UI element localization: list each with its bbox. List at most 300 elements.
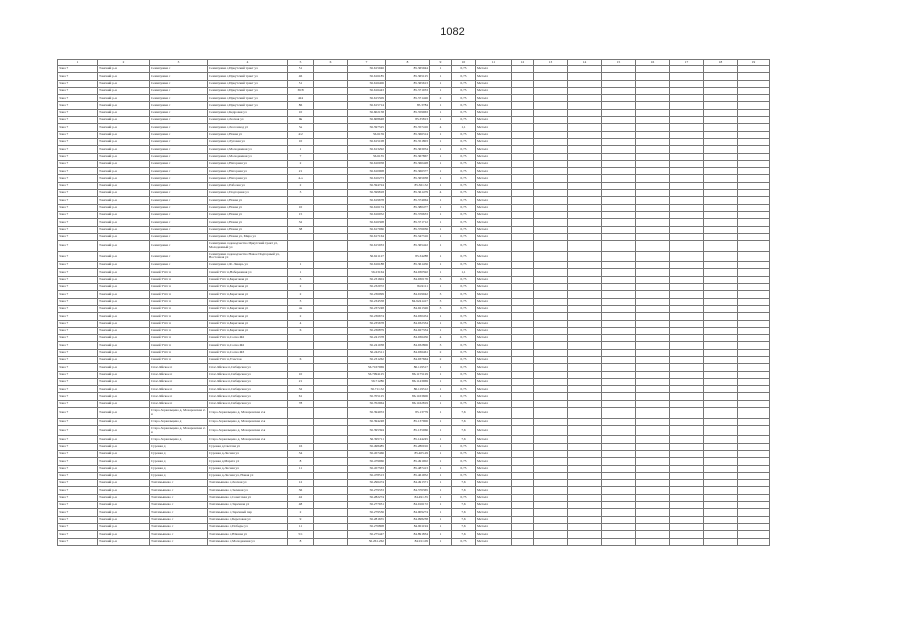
table-cell xyxy=(568,291,602,298)
table-cell: 56.616174 xyxy=(348,204,386,211)
table-cell: 0,75 xyxy=(452,327,476,334)
table-cell xyxy=(636,531,670,538)
table-cell: Зона 7 xyxy=(58,487,98,494)
table-cell xyxy=(670,190,704,197)
table-cell xyxy=(288,197,314,204)
table-cell: 56.619678 xyxy=(348,197,386,204)
table-cell: Зона 7 xyxy=(58,386,98,393)
table-cell: 85.365125 xyxy=(386,73,430,80)
table-cell xyxy=(314,349,348,356)
table-cell xyxy=(670,175,704,182)
table-cell: 0,75 xyxy=(452,190,476,197)
table-cell xyxy=(738,124,770,131)
table-cell xyxy=(534,102,568,109)
column-number: 16 xyxy=(636,60,670,66)
table-cell: 0,75 xyxy=(452,386,476,393)
table-cell xyxy=(738,386,770,393)
table-cell xyxy=(704,241,738,252)
table-cell xyxy=(314,450,348,457)
table-cell xyxy=(738,408,770,419)
table-cell xyxy=(534,284,568,291)
table-cell xyxy=(534,131,568,138)
table-row xyxy=(58,182,770,189)
table-cell xyxy=(568,393,602,400)
table-cell: Синий Утёс п,Береговая ул xyxy=(208,298,288,305)
table-cell xyxy=(568,378,602,385)
table-cell xyxy=(738,335,770,342)
table-row xyxy=(58,313,770,320)
table-cell: Синий Утёс п xyxy=(150,356,208,363)
table-cell xyxy=(738,298,770,305)
table-cell: Тахтамышево с xyxy=(150,523,208,530)
table-cell xyxy=(704,472,738,479)
table-cell: Томский р-н xyxy=(98,276,150,283)
table-cell xyxy=(636,276,670,283)
table-row xyxy=(58,80,770,87)
table-cell: 10 xyxy=(288,204,314,211)
table-cell: Спас-Яйское п xyxy=(150,393,208,400)
table-cell: Зона 7 xyxy=(58,168,98,175)
table-cell: 56.616188 xyxy=(348,262,386,269)
table-cell: Металл xyxy=(476,233,512,240)
table-cell: 8 xyxy=(288,538,314,545)
table-cell xyxy=(602,480,636,487)
table-cell: 1 xyxy=(430,219,452,226)
table-cell: 85.347316 xyxy=(386,233,430,240)
table-cell: 1 xyxy=(288,262,314,269)
table-cell: Металл xyxy=(476,487,512,494)
table-cell xyxy=(512,356,534,363)
table-cell xyxy=(568,502,602,509)
table-cell: Томский р-н xyxy=(98,509,150,516)
table-cell: Металл xyxy=(476,117,512,124)
table-cell xyxy=(636,298,670,305)
table-cell xyxy=(738,73,770,80)
table-cell: 0,75 xyxy=(452,160,476,167)
table-row xyxy=(58,538,770,545)
table-cell: 85.34288 xyxy=(386,251,430,262)
table-cell: Семилужки с xyxy=(150,226,208,233)
table-cell xyxy=(512,305,534,312)
table-cell: Синий Утёс п,Сосна Ж2 xyxy=(208,342,288,349)
table-cell xyxy=(670,95,704,102)
table-cell: Зона 7 xyxy=(58,393,98,400)
table-cell xyxy=(602,494,636,501)
table-cell xyxy=(704,480,738,487)
table-cell: Тахтамышево с,Заречная ул xyxy=(208,502,288,509)
table-row xyxy=(58,241,770,252)
table-row xyxy=(58,502,770,509)
table-cell xyxy=(314,109,348,116)
table-cell: 56.71286 xyxy=(348,378,386,385)
table-cell: Металл xyxy=(476,305,512,312)
table-cell xyxy=(602,327,636,334)
table-cell xyxy=(704,418,738,425)
table-cell xyxy=(288,251,314,262)
table-cell xyxy=(314,320,348,327)
table-cell: 0,75 xyxy=(452,262,476,269)
table-cell xyxy=(568,356,602,363)
table-cell xyxy=(704,436,738,443)
table-cell xyxy=(704,364,738,371)
table-cell xyxy=(512,102,534,109)
table-cell xyxy=(288,349,314,356)
table-cell xyxy=(314,531,348,538)
table-cell xyxy=(704,102,738,109)
table-cell: 85.491002 xyxy=(386,458,430,465)
table-cell xyxy=(512,117,534,124)
table-cell: 56.711.52 xyxy=(348,386,386,393)
table-cell: 0,75 xyxy=(452,364,476,371)
table-cell xyxy=(704,182,738,189)
table-cell xyxy=(534,251,568,262)
table-cell xyxy=(512,425,534,436)
table-cell xyxy=(738,450,770,457)
table-cell: Зона 7 xyxy=(58,400,98,407)
table-row xyxy=(58,251,770,262)
table-cell xyxy=(602,298,636,305)
table-cell xyxy=(738,80,770,87)
table-cell xyxy=(738,175,770,182)
table-cell: 56.617164 xyxy=(348,233,386,240)
table-cell xyxy=(512,458,534,465)
column-number: 15 xyxy=(602,60,636,66)
table-cell: Зона 7 xyxy=(58,262,98,269)
table-cell xyxy=(568,262,602,269)
table-cell xyxy=(512,327,534,334)
table-cell: Семилужки с xyxy=(150,204,208,211)
table-cell: 0,75 xyxy=(452,305,476,312)
table-cell xyxy=(670,66,704,73)
table-cell: 1 xyxy=(430,458,452,465)
table-cell xyxy=(670,425,704,436)
table-cell: Зона 7 xyxy=(58,465,98,472)
table-cell: 1 xyxy=(430,262,452,269)
table-cell: Металл xyxy=(476,226,512,233)
table-cell: 0,75 xyxy=(452,371,476,378)
table-cell xyxy=(602,487,636,494)
table-cell xyxy=(534,443,568,450)
table-cell xyxy=(602,531,636,538)
table-cell: Зона 7 xyxy=(58,371,98,378)
table-cell: Зона 7 xyxy=(58,153,98,160)
column-number: 7 xyxy=(348,60,386,66)
table-cell xyxy=(314,262,348,269)
table-cell: 0,75 xyxy=(452,182,476,189)
table-cell: 56.610273 xyxy=(348,175,386,182)
table-cell xyxy=(534,197,568,204)
table-cell xyxy=(738,443,770,450)
table-cell: Металл xyxy=(476,182,512,189)
table-cell xyxy=(670,102,704,109)
table-cell xyxy=(512,276,534,283)
table-cell: 34 xyxy=(288,450,314,457)
table-cell xyxy=(602,251,636,262)
table-cell xyxy=(534,219,568,226)
table-cell xyxy=(314,211,348,218)
table-cell: Металл xyxy=(476,327,512,334)
table-cell xyxy=(314,117,348,124)
table-cell: 0,75 xyxy=(452,146,476,153)
table-cell xyxy=(636,538,670,545)
table-cell: 56.498485 xyxy=(348,443,386,450)
table-cell xyxy=(636,95,670,102)
table-cell xyxy=(636,418,670,425)
table-cell: Томский р-н xyxy=(98,131,150,138)
table-cell xyxy=(738,371,770,378)
table-cell xyxy=(534,509,568,516)
table-cell: 86 xyxy=(288,102,314,109)
table-cell: Томский р-н xyxy=(98,327,150,334)
table-row xyxy=(58,175,770,182)
table-cell xyxy=(568,335,602,342)
table-cell xyxy=(670,480,704,487)
table-cell: 0,75 xyxy=(452,87,476,94)
table-cell: Семилужки с,Нагорная ул xyxy=(208,168,288,175)
table-cell xyxy=(636,327,670,334)
table-row xyxy=(58,472,770,479)
table-cell: 1 xyxy=(430,109,452,116)
table-cell xyxy=(636,211,670,218)
table-cell: Зона 7 xyxy=(58,450,98,457)
table-cell: Металл xyxy=(476,175,512,182)
table-cell xyxy=(568,458,602,465)
table-cell xyxy=(704,168,738,175)
table-cell xyxy=(534,458,568,465)
table-cell xyxy=(602,87,636,94)
table-cell: Зона 7 xyxy=(58,284,98,291)
table-cell: Томский р-н xyxy=(98,284,150,291)
table-cell xyxy=(512,233,534,240)
table-cell: Суровка д,Лесная ул, Новая ул xyxy=(208,472,288,479)
table-cell xyxy=(314,175,348,182)
table-cell: 86.119512 xyxy=(386,386,430,393)
table-cell: Семилужки с,Молодежная ул xyxy=(208,153,288,160)
table-cell: Зона 7 xyxy=(58,204,98,211)
table-cell: Семилужки с xyxy=(150,160,208,167)
table-cell xyxy=(636,502,670,509)
table-cell: Металл xyxy=(476,269,512,276)
table-cell xyxy=(670,313,704,320)
table-cell: Зона 7 xyxy=(58,117,98,124)
table-cell xyxy=(314,284,348,291)
table-cell xyxy=(534,160,568,167)
table-cell xyxy=(602,502,636,509)
table-cell xyxy=(602,516,636,523)
table-cell: 85.360428 xyxy=(386,160,430,167)
table-cell xyxy=(568,102,602,109)
table-cell: 56.7167969 xyxy=(348,364,386,371)
table-cell xyxy=(670,349,704,356)
table-cell: Томский р-н xyxy=(98,425,150,436)
table-cell xyxy=(602,436,636,443)
table-cell: Металл xyxy=(476,124,512,131)
table-cell xyxy=(670,305,704,312)
table-cell xyxy=(512,124,534,131)
table-cell xyxy=(704,458,738,465)
table-cell xyxy=(738,233,770,240)
table-cell: 84.936461 xyxy=(386,349,430,356)
table-cell xyxy=(704,371,738,378)
table-cell xyxy=(534,516,568,523)
table-row xyxy=(58,320,770,327)
table-cell xyxy=(636,450,670,457)
table-cell xyxy=(636,182,670,189)
table-cell xyxy=(568,472,602,479)
table-cell xyxy=(738,160,770,167)
table-cell: 2 xyxy=(430,95,452,102)
table-cell xyxy=(636,168,670,175)
table-cell: Зона 7 xyxy=(58,197,98,204)
table-cell xyxy=(704,251,738,262)
table-row xyxy=(58,233,770,240)
table-cell xyxy=(670,153,704,160)
table-cell xyxy=(314,73,348,80)
table-cell xyxy=(670,204,704,211)
table-row xyxy=(58,124,770,131)
table-cell xyxy=(512,251,534,262)
table-cell: Тахтамышево с xyxy=(150,487,208,494)
table-cell xyxy=(602,364,636,371)
table-cell: Семилужки с,Молодежная ул xyxy=(208,146,288,153)
table-cell: Зона 7 xyxy=(58,425,98,436)
table-cell: Зона 7 xyxy=(58,538,98,545)
table-row xyxy=(58,160,770,167)
table-row xyxy=(58,269,770,276)
table-cell xyxy=(314,291,348,298)
table-cell xyxy=(314,80,348,87)
table-cell: 84.930592 xyxy=(386,269,430,276)
table-cell: Семилужки с,Новая ул xyxy=(208,211,288,218)
table-cell: Металл xyxy=(476,349,512,356)
table-cell xyxy=(670,233,704,240)
table-cell: Синий Утёс п xyxy=(150,335,208,342)
table-cell: 56.610908 xyxy=(348,168,386,175)
table-cell xyxy=(534,66,568,73)
table-cell xyxy=(738,66,770,73)
table-cell: 2 xyxy=(288,509,314,516)
table-cell xyxy=(512,298,534,305)
table-cell: Тахтамышево с xyxy=(150,516,208,523)
table-cell xyxy=(670,109,704,116)
table-cell xyxy=(568,87,602,94)
table-cell xyxy=(568,211,602,218)
table-cell: Металл xyxy=(476,393,512,400)
table-cell xyxy=(568,233,602,240)
table-cell: 56.276808 xyxy=(348,523,386,530)
table-cell: Зона 7 xyxy=(58,226,98,233)
table-cell: Металл xyxy=(476,211,512,218)
table-cell xyxy=(636,364,670,371)
table-cell xyxy=(568,443,602,450)
table-cell: Синий Утёс п xyxy=(150,269,208,276)
table-cell: Зона 7 xyxy=(58,298,98,305)
table-cell xyxy=(314,190,348,197)
table-cell: 1 xyxy=(430,269,452,276)
table-cell xyxy=(568,204,602,211)
table-cell: Семилужки с,Иркутский тракт ул xyxy=(208,87,288,94)
table-cell: Зона 7 xyxy=(58,356,98,363)
table-cell xyxy=(602,226,636,233)
table-row xyxy=(58,305,770,312)
table-row xyxy=(58,131,770,138)
table-cell xyxy=(512,168,534,175)
table-cell: 1,1 xyxy=(452,269,476,276)
table-cell xyxy=(602,356,636,363)
table-cell xyxy=(738,494,770,501)
table-row xyxy=(58,408,770,419)
table-cell xyxy=(534,175,568,182)
table-cell: 1 xyxy=(430,211,452,218)
table-cell: Семилужки с xyxy=(150,102,208,109)
table-cell xyxy=(602,146,636,153)
table-cell xyxy=(314,472,348,479)
table-cell: 2 xyxy=(288,182,314,189)
table-cell xyxy=(568,298,602,305)
table-cell: Семилужки с xyxy=(150,241,208,252)
table-cell xyxy=(512,320,534,327)
table-cell: 56.261.262 xyxy=(348,538,386,545)
table-cell xyxy=(704,160,738,167)
table-cell xyxy=(704,138,738,145)
table-cell xyxy=(602,378,636,385)
table-cell xyxy=(670,400,704,407)
table-cell xyxy=(670,364,704,371)
table-cell xyxy=(704,211,738,218)
table-cell: 85.405.29 xyxy=(386,450,430,457)
table-row xyxy=(58,364,770,371)
table-cell: Спас-Яйское п,Сибирская ул xyxy=(208,393,288,400)
table-cell: Спас-Яйское п xyxy=(150,364,208,371)
table-cell: Металл xyxy=(476,87,512,94)
table-cell xyxy=(288,418,314,425)
table-cell xyxy=(670,465,704,472)
table-cell xyxy=(704,153,738,160)
table-cell: Металл xyxy=(476,276,512,283)
table-cell: Спас-Яйское п,Сибирская ул xyxy=(208,378,288,385)
table-cell: 0,75 xyxy=(452,342,476,349)
table-cell: 85.365422 xyxy=(386,241,430,252)
table-cell xyxy=(534,262,568,269)
table-cell xyxy=(738,131,770,138)
table-cell xyxy=(534,87,568,94)
table-cell xyxy=(602,313,636,320)
table-cell xyxy=(704,197,738,204)
table-cell: 56.235678 xyxy=(348,320,386,327)
table-cell: Семилужки садоводчество Иркутский тракт ул, Молодежный ул xyxy=(208,241,288,252)
table-cell xyxy=(636,408,670,419)
table-cell: 85.374064 xyxy=(386,197,430,204)
table-cell: Зона 7 xyxy=(58,364,98,371)
table-cell xyxy=(314,276,348,283)
table-cell xyxy=(670,131,704,138)
table-row xyxy=(58,487,770,494)
table-cell: 85.144245 xyxy=(386,436,430,443)
table-cell: 56.615509 xyxy=(348,95,386,102)
table-cell: 84.919042 xyxy=(386,291,430,298)
table-cell xyxy=(738,269,770,276)
table-cell xyxy=(512,160,534,167)
table-cell: Зона 7 xyxy=(58,320,98,327)
table-cell: Томский р-н xyxy=(98,364,150,371)
table-cell xyxy=(602,175,636,182)
table-cell: 1 xyxy=(430,371,452,378)
table-cell xyxy=(534,378,568,385)
table-cell: Томский р-н xyxy=(98,219,150,226)
table-cell xyxy=(534,465,568,472)
table-cell: Старо-Зоркальцево д, Мочаровская 2-я xyxy=(208,425,288,436)
table-cell xyxy=(314,523,348,530)
